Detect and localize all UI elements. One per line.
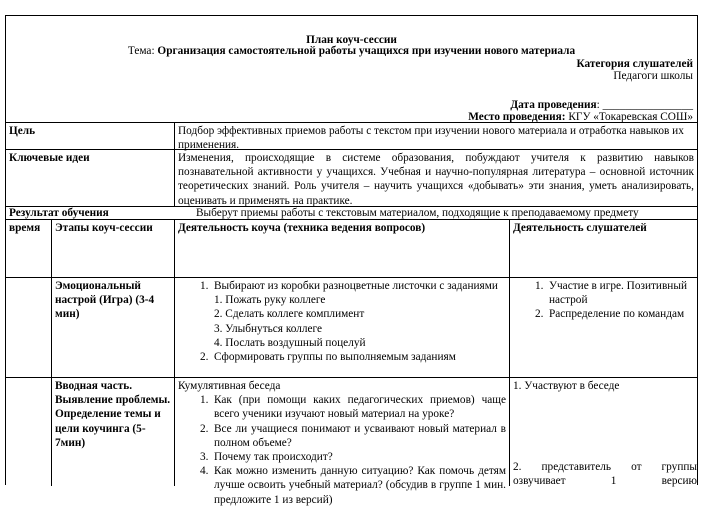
- list-item: 3. Улыбнуться коллеге: [214, 322, 323, 335]
- coach-session-plan: [5, 15, 698, 506]
- list-item: 1. Как (при помощи каких педагогических приемов) чаще всего ученики изучают новый материал на уроке?: [200, 394, 506, 421]
- stage-2-coach: [178, 379, 506, 507]
- list-item: 4. Послать воздушный поцелуй: [214, 336, 366, 349]
- activity-table: [6, 219, 697, 506]
- stage-2-listener-2: 2. представитель от группы озвучивает 1 версию: [513, 461, 697, 488]
- plan-header: [6, 16, 697, 121]
- list-item: 1. Пожать руку коллеге: [214, 294, 326, 307]
- stage-2-intro: Кумулятивная беседа: [178, 380, 281, 392]
- list-item: 1. Выбирают из коробки разноцветные листочки с заданиями: [200, 280, 498, 292]
- goal-row: [6, 122, 697, 152]
- stage-2-name: Вводная часть. Выявление проблемы. Определение темы и цели коучинга (5-7мин): [55, 380, 171, 449]
- list-item: 2. Распределение по командам: [535, 308, 685, 321]
- stage-1-coach: [178, 279, 504, 364]
- goal-text: Подбор эффективных приемов работы с текстом при изучении нового материала и отработка навыков их применения.: [178, 125, 684, 152]
- place-line: Место проведения: КГУ «Токаревская СОШ»: [468, 111, 693, 123]
- col-time: время: [9, 222, 41, 234]
- key-ideas-label: Ключевые идеи: [9, 152, 90, 164]
- col-listeners: Деятельность слушателей: [513, 222, 647, 234]
- plan-theme: Тема: Организация самостоятельной работы учащихся при изучении нового материала: [127, 45, 576, 57]
- list-item: 2. Сформировать группы по выполняемым заданиям: [200, 351, 456, 364]
- list-item: 2. Сделать коллеге комплимент: [214, 308, 365, 321]
- stage-2-listener-1: 1. Участвуют в беседе: [513, 380, 620, 392]
- result-label: Результат обучения: [9, 207, 109, 219]
- key-ideas-row: [6, 149, 697, 206]
- col-coach: Деятельность коуча (техника ведения вопросов): [178, 222, 426, 234]
- goal-label: Цель: [9, 125, 36, 137]
- stage-row-1: [6, 277, 697, 366]
- audience-label: Категория слушателей: [576, 58, 693, 70]
- list-item: 2. Все ли учащиеся понимают и усваивают новый материал в полном объеме?: [200, 422, 506, 449]
- result-row: [6, 206, 697, 219]
- stage-1-name: Эмоциональный настрой (Игра) (3-4 мин): [55, 280, 155, 321]
- stage-row-2: [6, 377, 697, 506]
- date-line: Дата проведения: ________________: [510, 99, 693, 111]
- list-item: 3. Почему так происходит?: [200, 451, 333, 464]
- key-ideas-text: Изменения, происходящие в системе образования, побуждают учителя к развитию навыков познавательной активности у учащихся. Учебная и научно-популярная литература – основной источник теоретических знаний. Роль учителя – научить учащихся «добывать» эти знания, уметь анализировать, оценивать и применять на практике.: [178, 152, 694, 207]
- plan-title: План коуч-сессии: [306, 34, 397, 46]
- audience-value: Педагоги школы: [613, 70, 693, 82]
- col-stages: Этапы коуч-сессии: [55, 222, 153, 234]
- list-item: 1. Участие в игре. Позитивный настрой: [535, 280, 687, 307]
- list-item: 4. Как можно изменить данную ситуацию? Как помочь детям лучше освоить учебный материал? (обсудив в группе 1 мин. предложите 1 из версий): [200, 465, 506, 506]
- result-text: Выберут приемы работы с текстовым материалом, подходящие к преподаваемому предмету: [196, 207, 639, 219]
- stage-1-listeners: [513, 279, 697, 322]
